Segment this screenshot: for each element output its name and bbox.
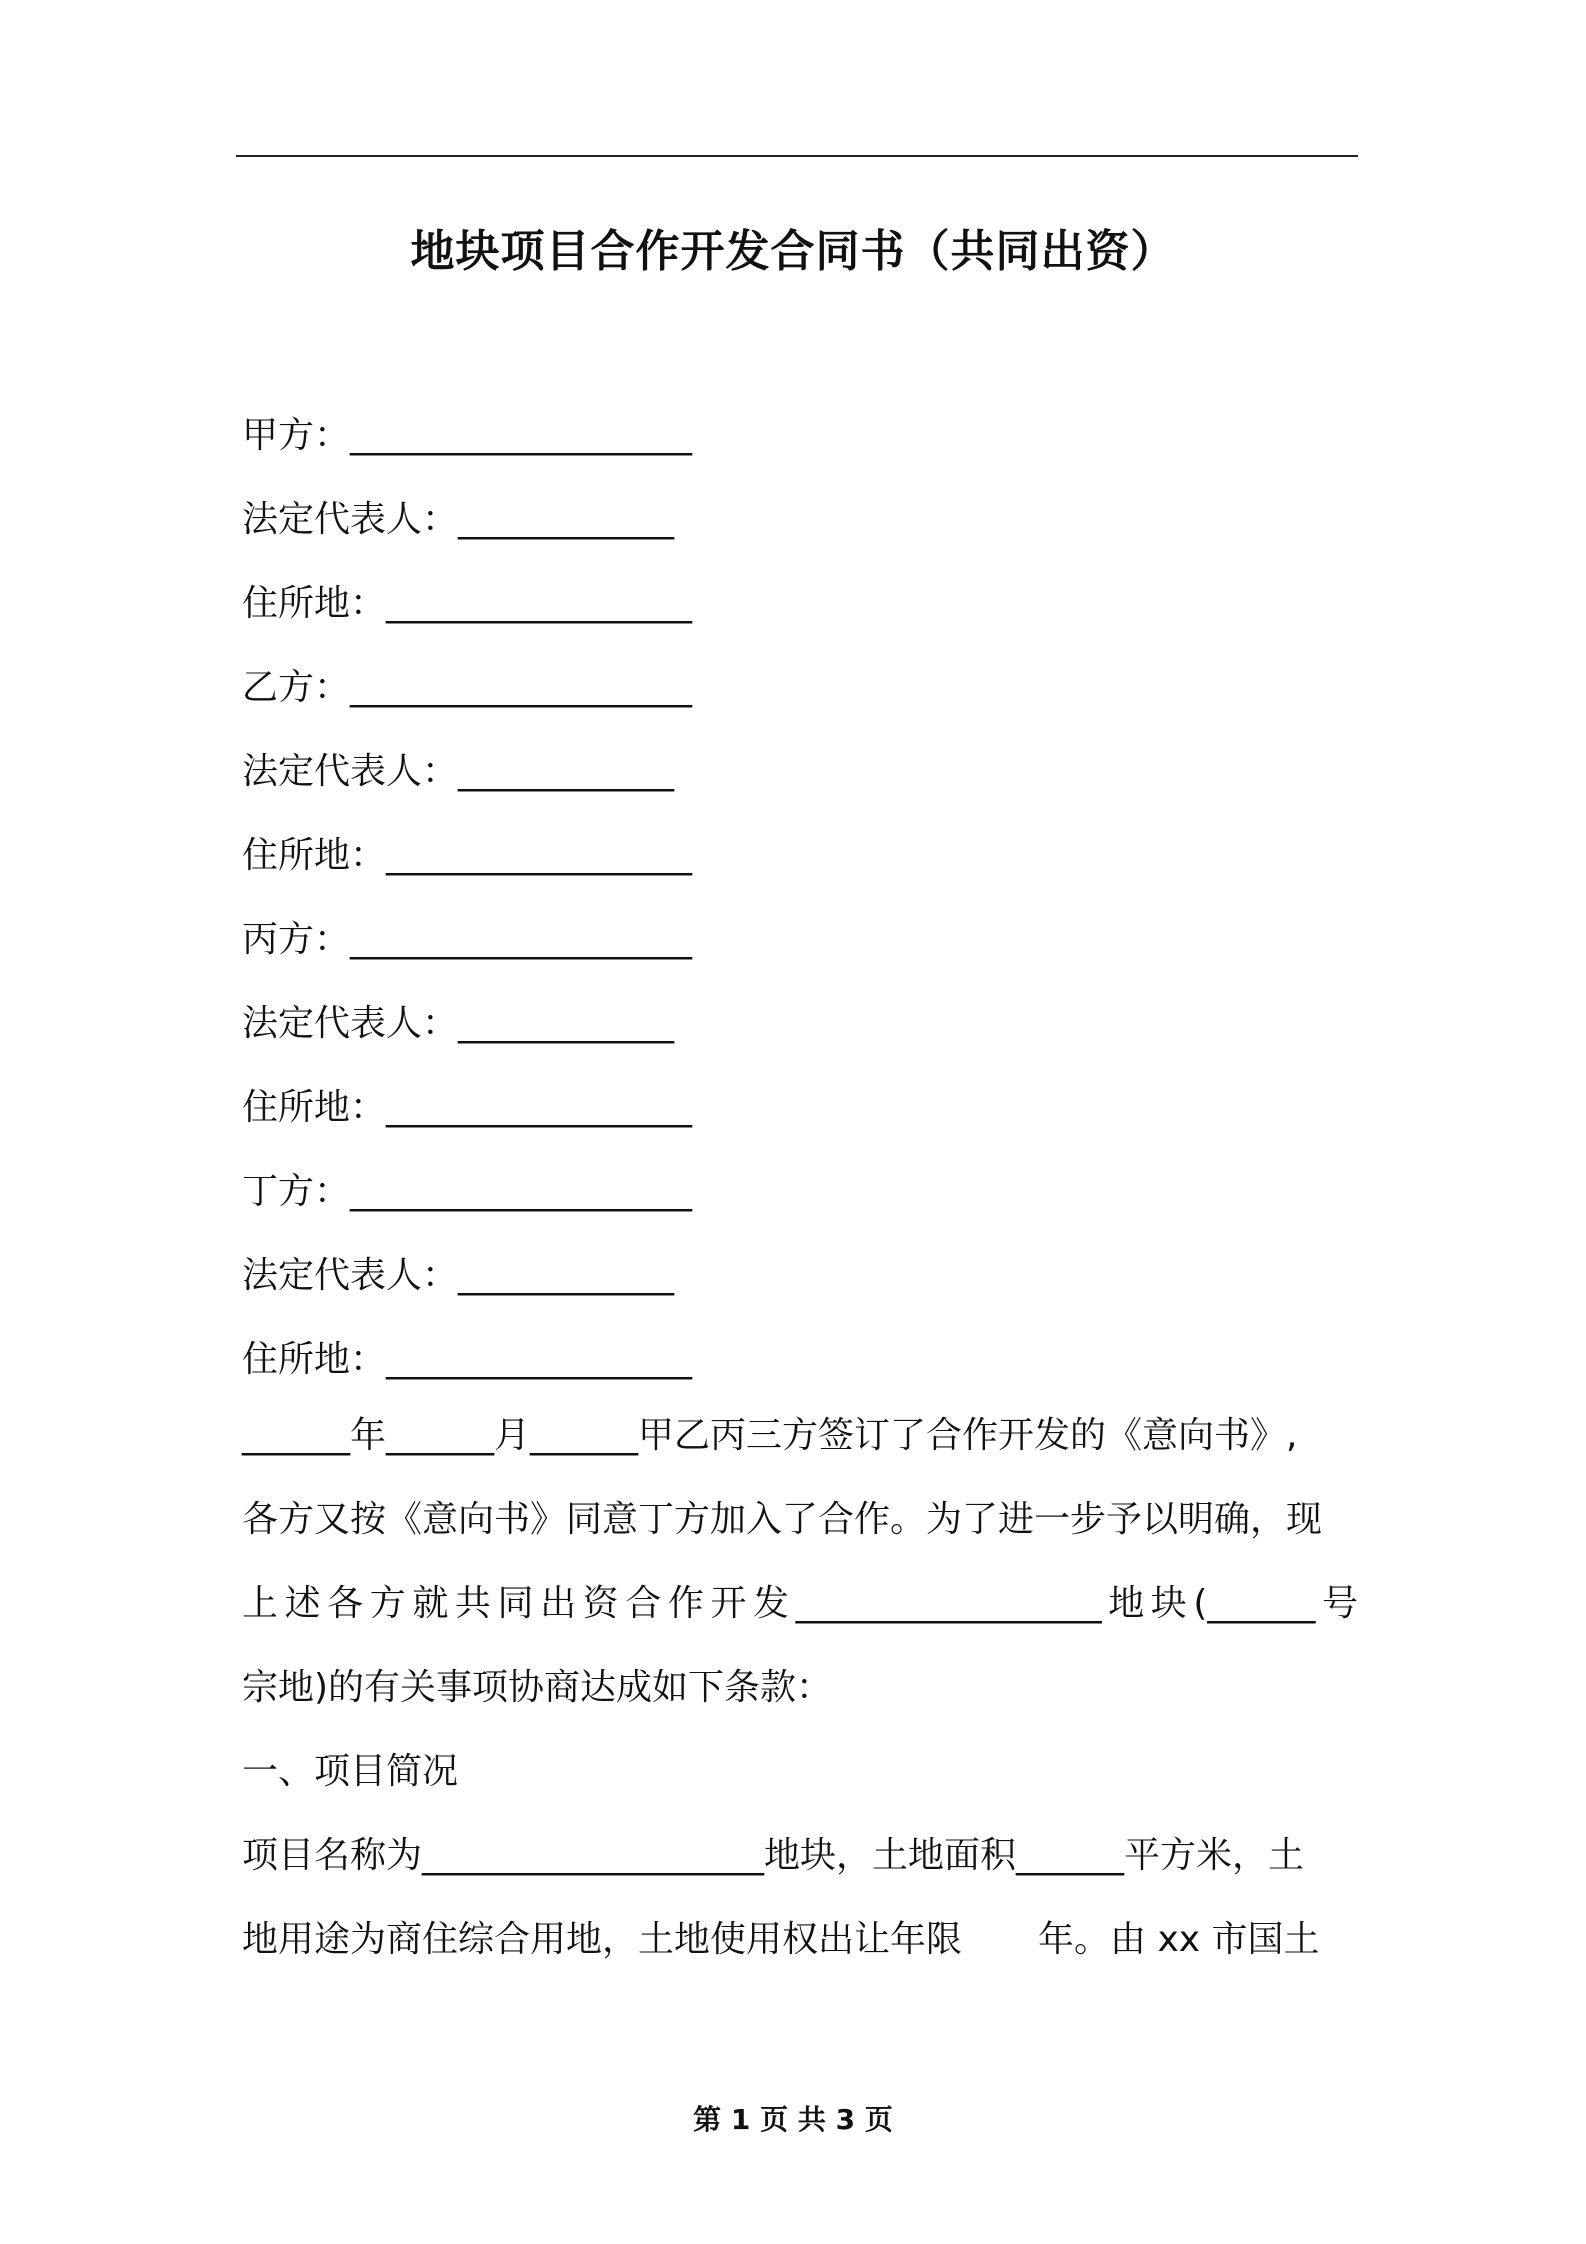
party-line — [242, 412, 1352, 496]
fill-blank: ___________________ — [350, 415, 693, 456]
paragraph-line: ______年______月______甲乙丙三方签订了合作开发的《意向书》, — [242, 1415, 1298, 1456]
page-number-footer: 第 1 页 共 3 页 — [693, 2103, 893, 2136]
paragraph-line — [242, 1912, 1372, 1996]
party-line — [242, 1252, 1352, 1336]
fill-blank: _________________ — [386, 1087, 693, 1128]
fill-blank: ____________ — [458, 751, 675, 792]
party-label: 甲方： — [242, 415, 351, 456]
party-label: 丁方： — [242, 1171, 351, 1212]
fill-blank: _________________ — [386, 1339, 693, 1380]
party-label: 法定代表人： — [242, 1003, 459, 1044]
fill-blank: ___________________ — [350, 919, 693, 960]
party-line — [242, 748, 1352, 832]
party-label: 法定代表人： — [242, 1255, 459, 1296]
party-label: 住所地： — [242, 835, 387, 876]
paragraph-line: 项目名称为___________________地块，土地面积______平方米，土 — [242, 1835, 1305, 1876]
party-line — [242, 832, 1352, 916]
party-label: 住所地： — [242, 583, 387, 624]
party-label: 住所地： — [242, 1339, 387, 1380]
header-rule — [236, 155, 1358, 157]
contract-body — [242, 1408, 1372, 1996]
paragraph-line: 上述各方就共同出资合作开发_________________地块(______号 — [242, 1583, 1358, 1624]
paragraph-line: 宗地)的有关事项协商达成如下条款： — [242, 1667, 833, 1708]
fill-blank: ___________________ — [350, 667, 693, 708]
party-line — [242, 580, 1352, 664]
paragraph-line: 各方又按《意向书》同意丁方加入了合作。为了进一步予以明确，现 — [242, 1499, 1323, 1540]
paragraph-segment: 地用途为商住综合用地，土地使用权出让年限 — [242, 1919, 963, 1960]
fill-blank: ____________ — [458, 499, 675, 540]
fill-blank: ____________ — [458, 1255, 675, 1296]
document-title: 地块项目合作开发合同书（共同出资） — [410, 226, 1176, 277]
fill-blank: _________________ — [386, 583, 693, 624]
party-line — [242, 1000, 1352, 1084]
section-heading: 一、项目简况 — [242, 1751, 459, 1792]
party-label: 法定代表人： — [242, 751, 459, 792]
party-line — [242, 916, 1352, 1000]
party-info-block — [242, 412, 1352, 1420]
fill-blank: ____________ — [458, 1003, 675, 1044]
party-label: 法定代表人： — [242, 499, 459, 540]
party-line — [242, 664, 1352, 748]
party-line — [242, 1084, 1352, 1168]
party-label: 丙方： — [242, 919, 351, 960]
fill-blank: _________________ — [386, 835, 693, 876]
party-label: 乙方： — [242, 667, 351, 708]
party-line — [242, 496, 1352, 580]
party-line — [242, 1168, 1352, 1252]
party-label: 住所地： — [242, 1087, 387, 1128]
fill-blank: ___________________ — [350, 1171, 693, 1212]
paragraph-segment: 年。由 xx 市国土 — [1038, 1919, 1320, 1960]
